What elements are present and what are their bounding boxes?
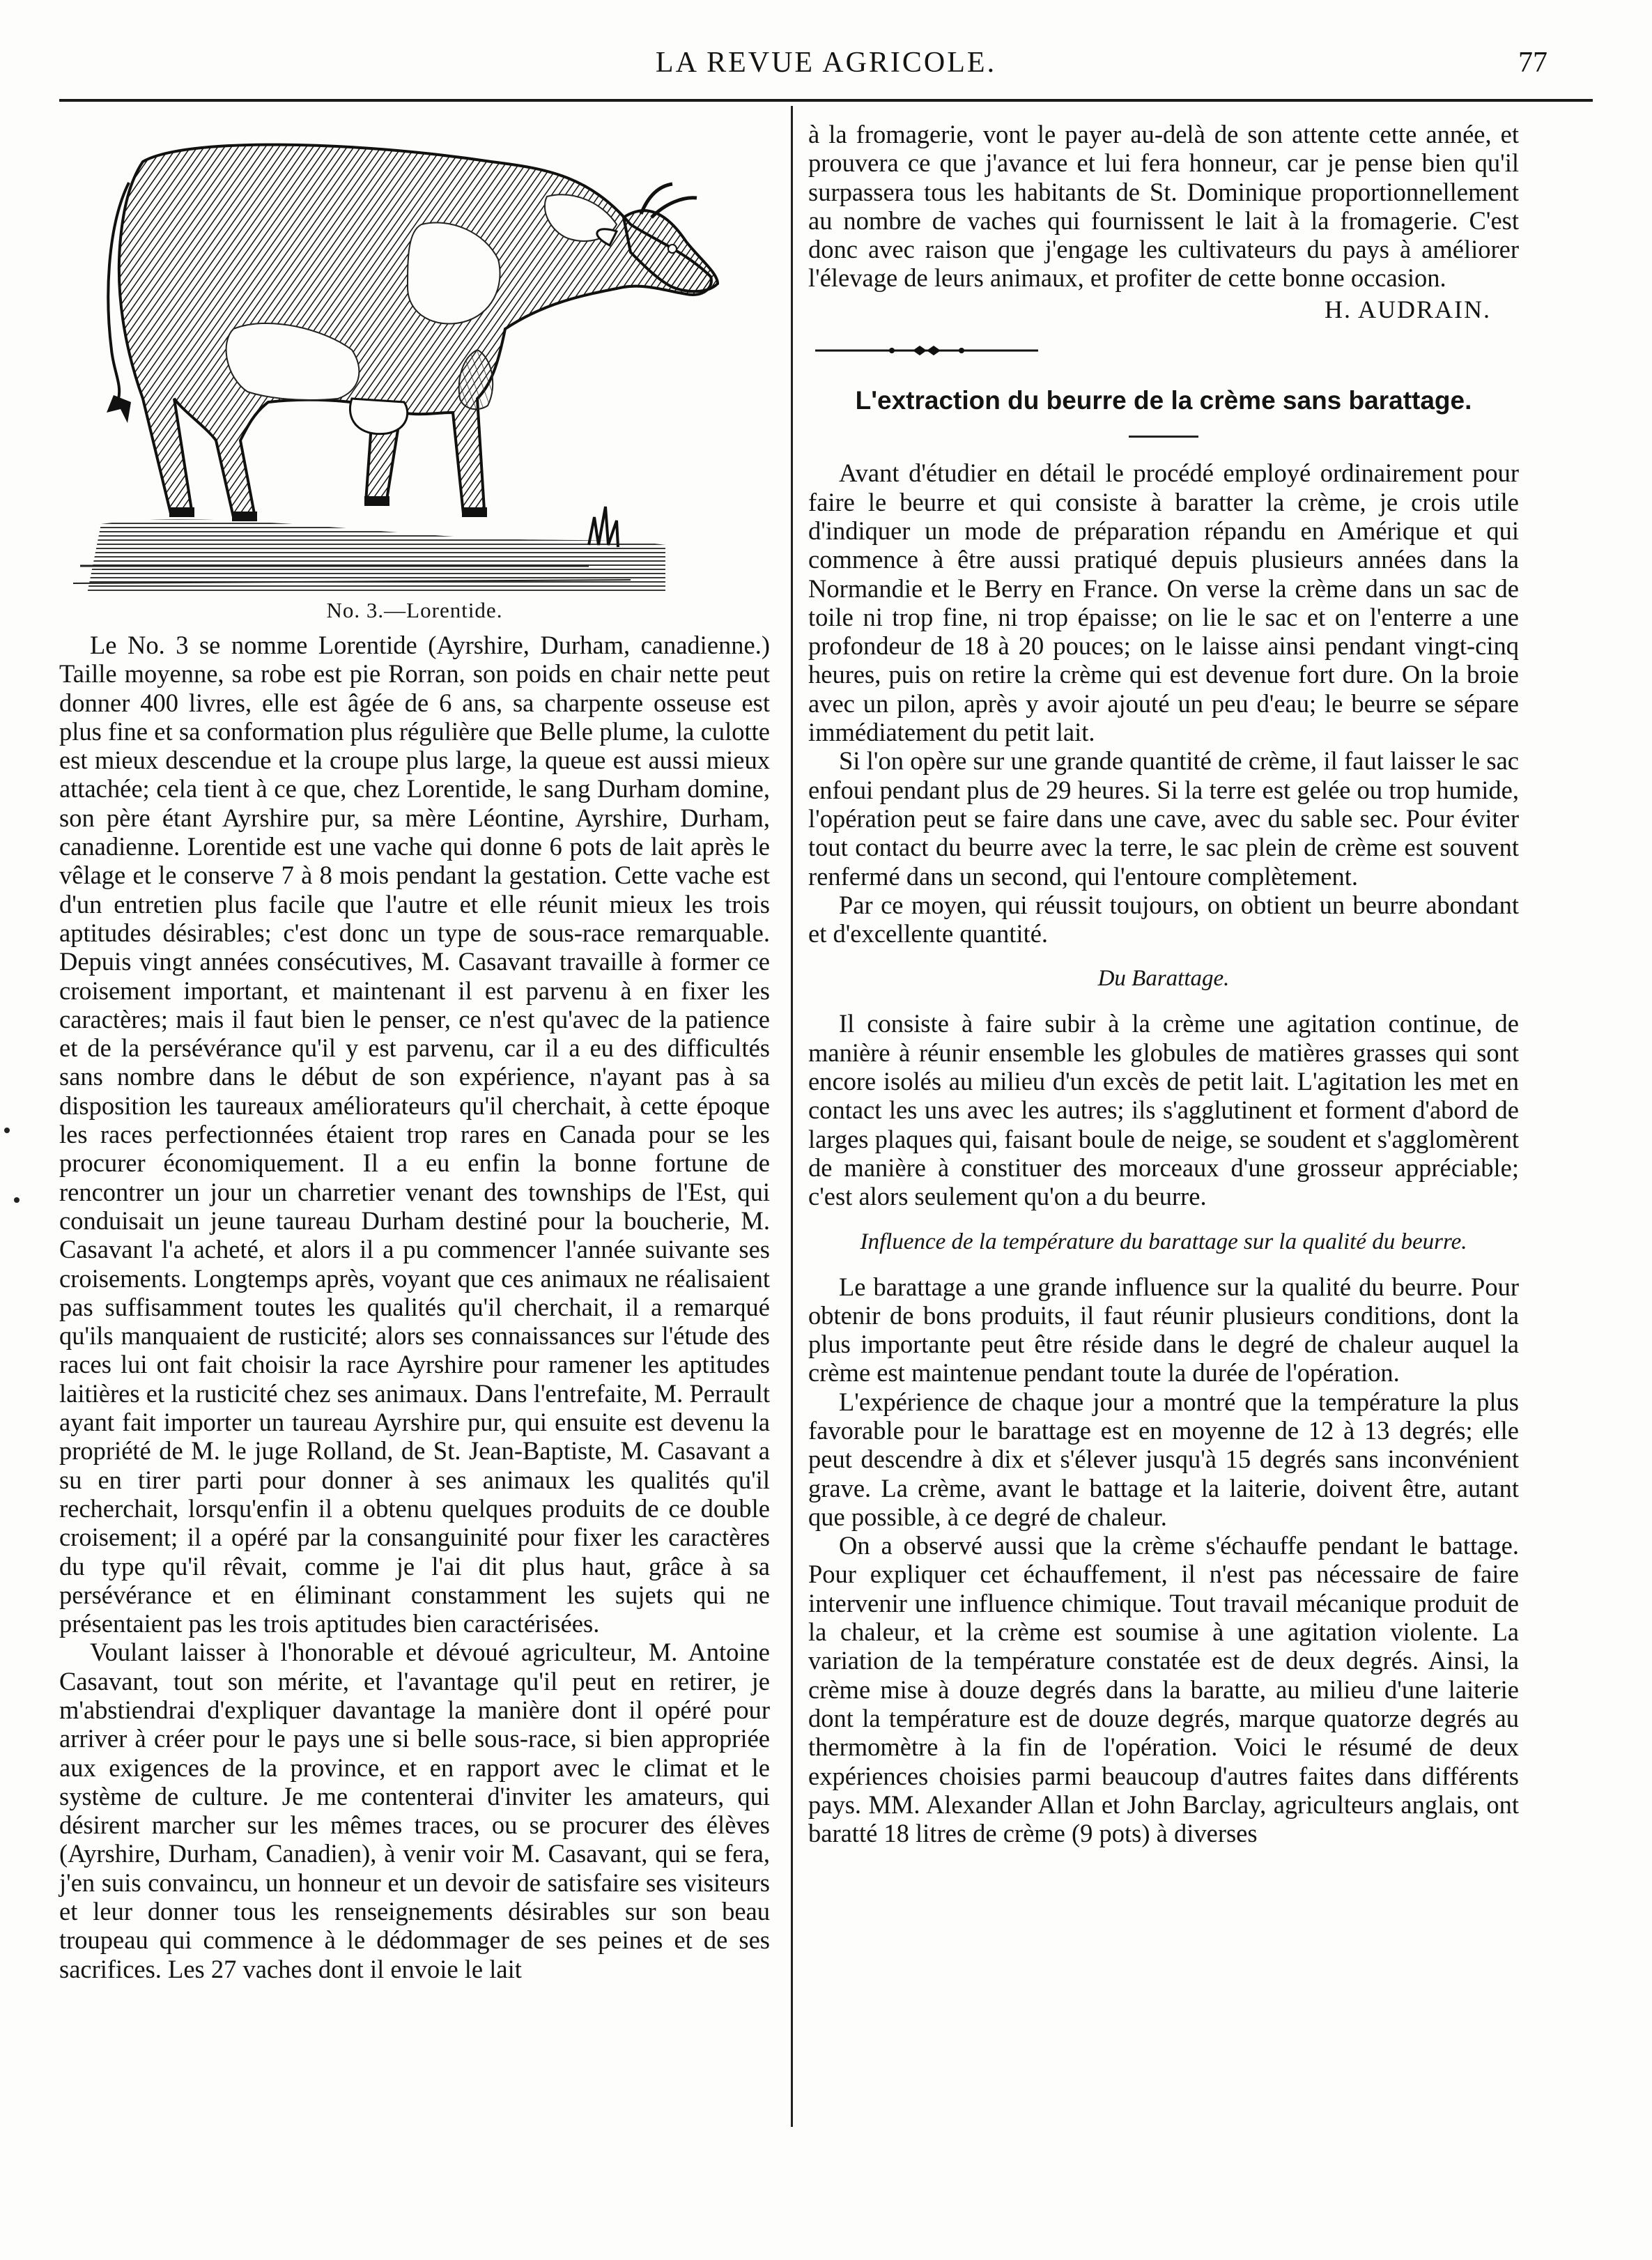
paragraph: Voulant laisser à l'honorable et dévoué agriculteur, M. Antoine Casavant, tout son mérite, et l'avantage qu'il peut en retirer, je m'abstiendrai d'expliquer davantage la manière dont il opéré pour arriver à créer pour le pays une si belle sous-race, si bien appropriée aux exigences de la province, et en rapport avec le climat et le système de culture. Je me contenterai d'inviter les amateurs, qui désirent marcher sur les mêmes traces, ou se procurer des élèves (Ayrshire, Durham, Canadien), à venir voir M. Casavant, qui se fera, j'en suis convaincu, un honneur et un devoir de satisfaire ses visiteurs et leur donner tous les renseignements désirables sur son beau troupeau qui commence à le dédommager de ses peines et de ses sacrifices. Les 27 vaches dont il envoie le lait	[59, 1638, 770, 1983]
title-rule	[1129, 436, 1198, 438]
subheading-barattage: Du Barattage.	[1097, 966, 1230, 992]
paragraph: On a observé aussi que la crème s'échauffe pendant le battage. Pour expliquer cet échauffement, il n'est pas nécessaire de faire intervenir une influence chimique. Tout travail mécanique produit de la chaleur, et la crème est soumise à une agitation violente. La variation de la température constatée est de deux degrés. Ainsi, la crème mise à douze degrés dans la baratte, au milieu d'une laiterie dont la température est de douze degrés, marque quatorze degrés au thermomètre à la fin de l'opération. Voici le résumé de deux expériences choisies parmi beaucoup d'autres faites dans différents pays. MM. Alexander Allan et John Barclay, agriculteurs anglais, ont baratté 18 litres de crème (9 pots) à diverses	[808, 1531, 1519, 1848]
paragraph: Avant d'étudier en détail le procédé employé ordinairement pour faire le beurre et qui consiste à baratter la crème, je crois utile d'indiquer un mode de préparation répandu en Amérique et qui commence à être aussi pratiqué depuis plusieurs années dans la Normandie et le Berry en France. On verse la crème dans un sac de toile ni trop fine, ni trop épaisse; on lie le sac et on l'enterre a une profondeur de 18 à 20 pouces; on le laisse ainsi pendant vingt-cinq heures, puis on retire la crème qui est devenue fort dure. On la broie avec un pilon, après y avoir ajouté un peu d'eau; le beurre se sépare immédiatement du petit lait.	[808, 459, 1519, 747]
margin-mark	[4, 1128, 10, 1133]
right-column	[808, 120, 1519, 1847]
cow-engraving-illustration	[59, 120, 770, 601]
paragraph: Si l'on opère sur une grande quantité de crème, il faut laisser le sac enfoui pendant plus de 29 heures. Si la terre est gelée ou trop humide, l'opération peut se faire dans une cave, avec du sable sec. Pour éviter tout contact du beurre avec la terre, le sac plein de crème est souvent renfermé dans un second, qui l'entoure complètement.	[808, 746, 1519, 891]
paragraph: Par ce moyen, qui réussit toujours, on obtient un beurre abondant et d'excellente quantité.	[808, 890, 1519, 948]
journal-title: LA REVUE AGRICOLE.	[655, 47, 997, 79]
section-ornament	[808, 344, 1045, 358]
paragraph: Le barattage a une grande influence sur la qualité du beurre. Pour obtenir de bons produits, il faut réunir plusieurs conditions, dont la plus importante peut être réside dans le degré de chaleur auquel la crème est maintenue pendant toute la durée de l'opération.	[808, 1272, 1519, 1387]
paragraph: Le No. 3 se nomme Lorentide (Ayrshire, Durham, canadienne.) Taille moyenne, sa robe est pie Rorran, son poids en chair nette peut donner 400 livres, elle est âgée de 6 ans, sa charpente osseuse est plus fine et sa conformation plus régulière que Belle plume, la culotte est mieux descendue et la croupe plus large, la queue est aussi mieux attachée; cela tient à ce que, chez Lorentide, le sang Durham domine, son père étant Ayrshire pur, sa mère Léontine, Ayrshire, Durham, canadienne. Lorentide est une vache qui donne 6 pots de lait après le vêlage et le conserve 7 à 8 mois pendant la gestation. Cette vache est d'un entretien plus facile que l'autre et elle réunit mieux les trois aptitudes désirables; c'est donc un type de sous-race remarquable. Depuis vingt années consécutives, M. Casavant travaille à former ce croisement important, et maintenant il est parvenu à en fixer les caractères; mais il faut bien le penser, ce n'est qu'avec de la patience et de la persévérance qu'il y est parvenu, car il a eu des difficultés sans nombre dans le début de son expérience, n'ayant pas à sa disposition les taureaux améliorateurs qu'il cherchait, à cette époque les races perfectionnées étaient trop rares en Canada pour se les procurer économiquement. Il a eu enfin la bonne fortune de rencontrer un jour un charretier venant des townships de l'Est, qui conduisait un jeune taureau Durham destiné pour la boucherie, M. Casavant l'a acheté, et alors il a pu commencer l'année suivante ses croisements. Longtemps après, voyant que ces animaux ne réalisaient pas suffisamment toutes les qualités qu'il cherchait, il a remarqué qu'ils manquaient de rusticité; alors ses connaissances sur l'étude des races lui ont fait choisir la race Ayrshire pour ramener les aptitudes laitières et la rusticité chez ses animaux. Dans l'entrefaite, M. Perrault ayant fait importer un taureau Ayrshire pur, qui ensuite est devenu la propriété de M. le juge Rolland, de St. Jean-Baptiste, M. Casavant a su en tirer parti pour donner à ses animaux les qualités qu'il recherchait, lorsqu'enfin il a obtenu quelques produits de ce double croisement; il a opéré par la consanguinité pour fixer les caractères du type qu'il rêvait, comme je l'ai dit plus haut, grâce à sa persévérance et en éliminant constamment les sujets qui ne présentaient pas les trois aptitudes bien caractérisées.	[59, 631, 770, 1638]
column-divider	[791, 106, 793, 2127]
paragraph: L'expérience de chaque jour a montré que la température la plus favorable pour le barattage est en moyenne de 12 à 13 degrés; elle peut descendre à dix et s'élever jusqu'à 15 degrés sans inconvénient grave. La crème, avant le battage et la laiterie, doivent être, autant que possible, à ce degré de chaleur.	[808, 1387, 1519, 1531]
margin-mark	[14, 1197, 20, 1203]
subheading-temperature: Influence de la température du barattage sur la qualité du beurre.	[860, 1229, 1467, 1254]
paragraph: Il consiste à faire subir à la crème une agitation continue, de manière à réunir ensemble les globules de matières grasses qui sont encore isolés au milieu d'un excès de petit lait. L'agitation les met en contact les uns avec les autres; ils s'agglutinent et forment d'abord de larges plaques qui, faisant boule de neige, se soudent et s'agglomèrent de manière à constituer des morceaux d'une grosseur appréciable; c'est alors seulement qu'on a du beurre.	[808, 1009, 1519, 1211]
page-number: 77	[1518, 47, 1547, 79]
header-rule	[59, 99, 1593, 102]
left-column	[59, 631, 770, 1983]
author-signature: H. AUDRAIN.	[1324, 295, 1491, 323]
continuation-paragraph: à la fromagerie, vont le payer au-delà de son attente cette année, et prouvera ce que j'avance et lui fera honneur, car je pense bien qu'il surpassera tous les habitants de St. Dominique proportionnellement au nombre de vaches qui fournissent le lait à la fromagerie. C'est donc avec raison que j'engage les cultivateurs du pays à améliorer l'élevage de leurs animaux, et profiter de cette bonne occasion.	[808, 120, 1519, 293]
figure-caption: No. 3.—Lorentide.	[326, 598, 503, 622]
article-title: L'extraction du beurre de la crème sans barattage.	[855, 386, 1472, 415]
page-header	[105, 40, 1547, 89]
